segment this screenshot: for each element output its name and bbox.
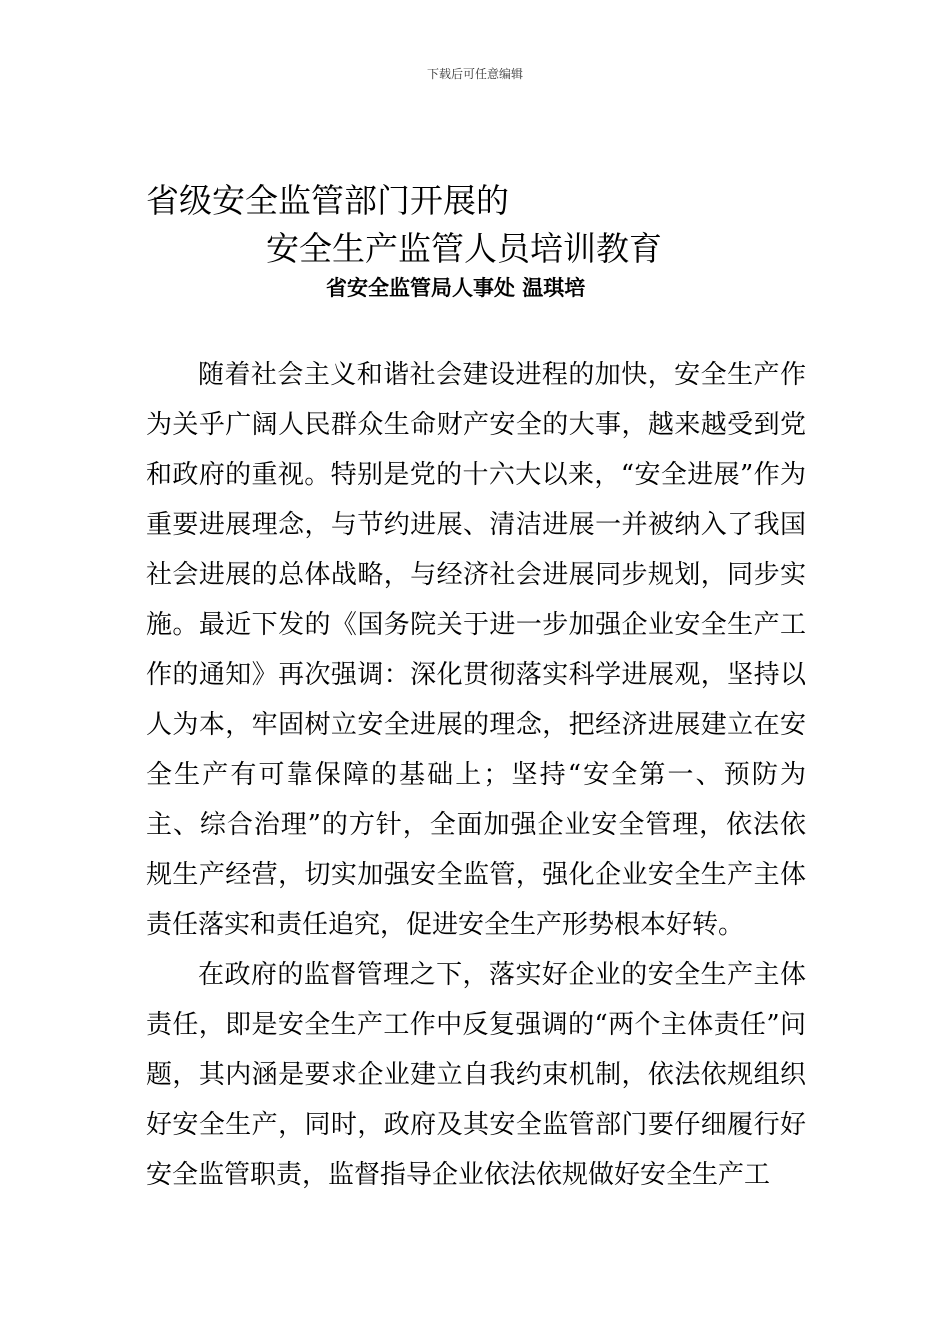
document-body (146, 350, 806, 1200)
document-title-line-2: 安全生产监管人员培训教育 (266, 229, 662, 268)
page-header-note: 下载后可任意编辑 (426, 67, 523, 81)
body-paragraph-1: 随着社会主义和谐社会建设进程的加快，安全生产作为关乎广阔人民群众生命财产安全的大事，越来越受到党和政府的重视。特别是党的十六大以来，“安全进展”作为重要进展理念，与节约进展、清洁进展一并被纳入了我国社会进展的总体战略，与经济社会进展同步规划，同步实施。最近下发的《国务院关于进一步加强企业安全生产工作的通知》再次强调：深化贯彻落实科学进展观，坚持以人为本，牢固树立安全进展的理念，把经济进展建立在安全生产有可靠保障的基础上；坚持“安全第一、预防为主、综合治理”的方针，全面加强企业安全管理，依法依规生产经营，切实加强安全监管，强化企业安全生产主体责任落实和责任追究，促进安全生产形势根本好转。 (146, 360, 806, 940)
body-paragraph-2: 在政府的监督管理之下，落实好企业的安全生产主体责任，即是安全生产工作中反复强调的“两个主体责任”问题，其内涵是要求企业建立自我约束机制，依法依规组织好安全生产，同时，政府及其安全监管部门要仔细履行好安全监管职责，监督指导企业依法依规做好安全生产工 (146, 960, 806, 1190)
author-byline: 省安全监管局人事处 温琪培 (326, 276, 586, 300)
document-title-line-1: 省级安全监管部门开展的 (146, 181, 509, 220)
